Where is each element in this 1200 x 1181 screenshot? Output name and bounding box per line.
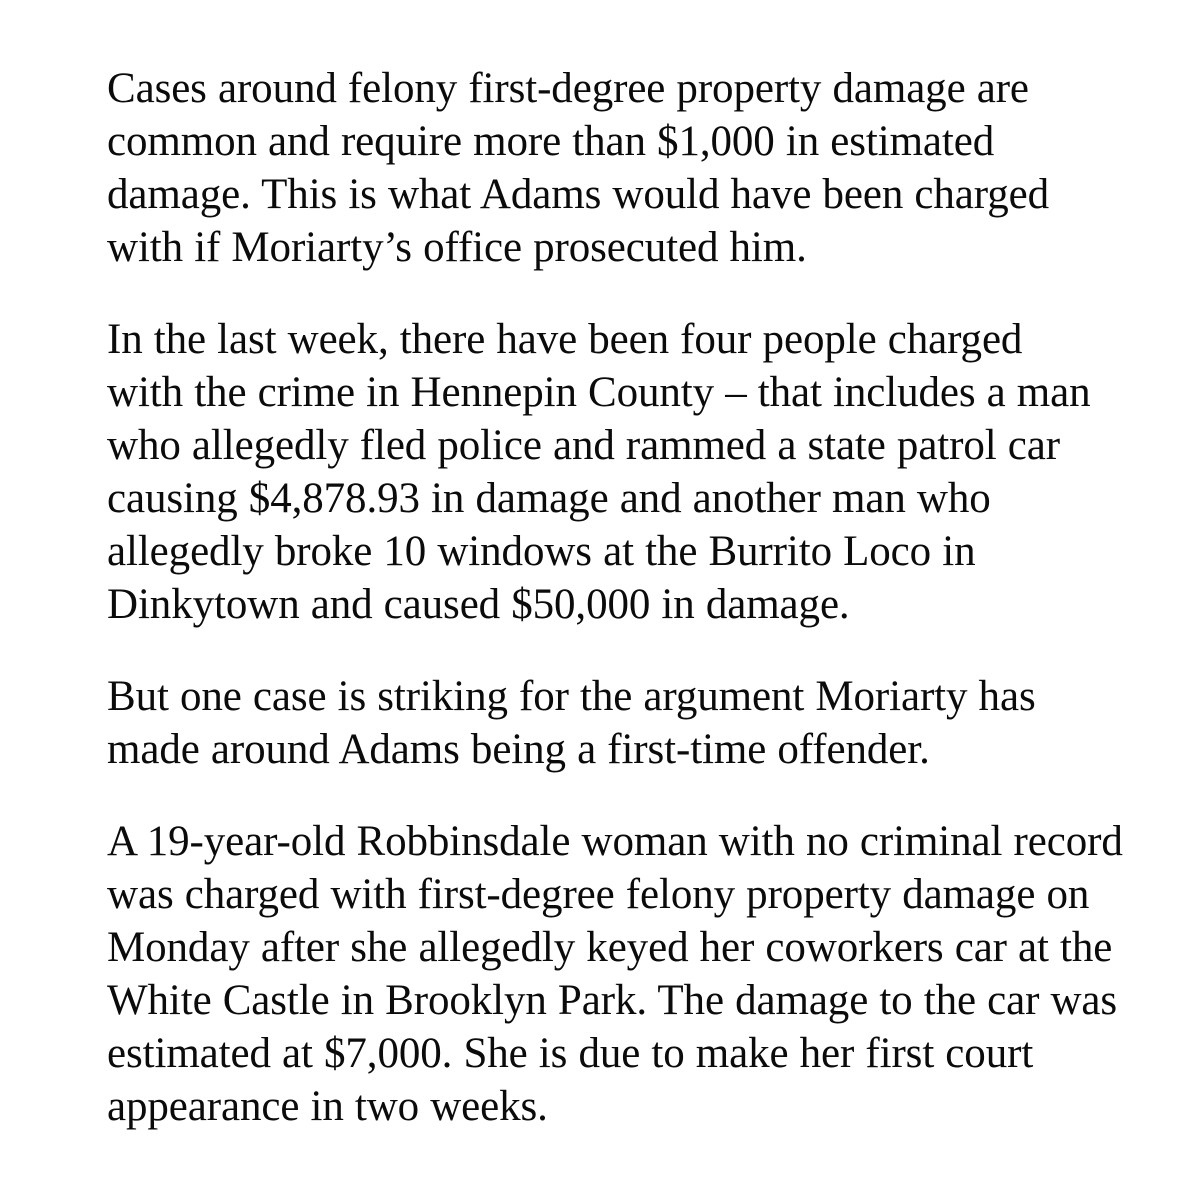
text-line: who allegedly fled police and rammed a state patrol car: [107, 422, 1060, 469]
text-line: damage. This is what Adams would have been charged: [107, 171, 1049, 218]
text-line: Dinkytown and caused $50,000 in damage.: [107, 581, 850, 628]
text-line: A 19-year-old Robbinsdale woman with no criminal record: [107, 818, 1123, 865]
article-paragraph-2: [107, 313, 1113, 631]
text-line: causing $4,878.93 in damage and another man who: [107, 475, 991, 522]
text-line: with the crime in Hennepin County – that includes a man: [107, 369, 1091, 416]
article-paragraph-4: [107, 815, 1123, 1133]
text-line: with if Moriarty’s office prosecuted him.: [107, 224, 807, 271]
text-line: But one case is striking for the argument Moriarty has: [107, 673, 1036, 720]
text-line: made around Adams being a first-time offender.: [107, 726, 930, 773]
text-line: Monday after she allegedly keyed her coworkers car at the: [107, 924, 1113, 971]
text-line: allegedly broke 10 windows at the Burrito Loco in: [107, 528, 976, 575]
text-line: estimated at $7,000. She is due to make her first court: [107, 1030, 1034, 1077]
text-line: appearance in two weeks.: [107, 1083, 548, 1130]
article-paragraph-3: [107, 670, 1113, 776]
text-line: White Castle in Brooklyn Park. The damage to the car was: [107, 977, 1118, 1024]
text-line: common and require more than $1,000 in estimated: [107, 118, 995, 165]
article-body: [107, 0, 1123, 1133]
article-paragraph-1: [107, 62, 1113, 274]
text-line: Cases around felony first-degree property damage are: [107, 65, 1029, 112]
text-line: In the last week, there have been four people charged: [107, 316, 1023, 363]
text-line: was charged with first-degree felony property damage on: [107, 871, 1090, 918]
